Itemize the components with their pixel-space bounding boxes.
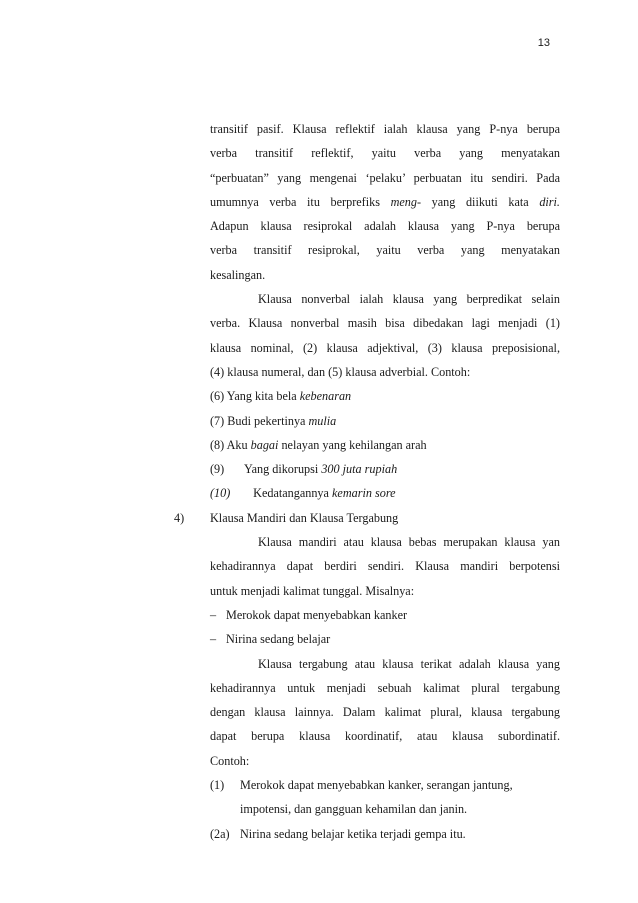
numbered-example: (2a) Nirina sedang belajar ketika terjadi gempa itu.: [210, 826, 466, 841]
section-number: 4): [174, 510, 185, 525]
italic-term: meng-: [390, 194, 422, 209]
text-line: untuk menjadi kalimat tunggal. Misalnya:: [210, 583, 415, 598]
text-line: verba. Klausa nonverbal masih bisa dibedakan lagi menjadi (1): [210, 316, 560, 331]
italic-term: diri.: [539, 194, 560, 209]
text-line: kehadirannya dapat berdiri sendiri. Klausa mandiri berpotensi: [210, 559, 560, 574]
text-line: Contoh:: [210, 753, 250, 768]
section-heading: 4) Klausa Mandiri dan Klausa Tergabung: [210, 506, 560, 530]
numbered-example: (1) Merokok dapat menyebabkan kanker, serangan jantung,: [210, 778, 513, 793]
dash-bullet: –: [210, 607, 217, 622]
text-line: kehadirannya untuk menjadi sebuah kalimat plural tergabung: [210, 680, 560, 695]
text-line: umumnya verba itu berprefiks meng- yang diikuti kata diri.: [210, 194, 560, 209]
page-number: 13: [537, 37, 550, 49]
text-line: verba transitif reflektif, yaitu verba yang menyatakan: [210, 146, 560, 161]
paragraph-first-line: Klausa mandiri atau klausa bebas merupakan klausa yan: [258, 535, 560, 550]
text-line: “perbuatan” yang mengenai ‘pelaku’ perbuatan itu sendiri. Pada: [210, 170, 560, 185]
text-line: Adapun klausa resiprokal adalah klausa yang P-nya berupa: [210, 219, 560, 234]
text-line: klausa nominal, (2) klausa adjektival, (3) klausa preposisional,: [210, 340, 560, 355]
paragraph-first-line: Klausa nonverbal ialah klausa yang berpredikat selain: [258, 292, 560, 307]
text-line: transitif pasif. Klausa reflektif ialah klausa yang P-nya berupa: [210, 122, 560, 136]
example-line: (10) Kedatangannya kemarin sore: [210, 486, 396, 501]
bullet-item: – Nirina sedang belajar: [210, 627, 560, 651]
text-line: verba transitif resiprokal, yaitu verba yang menyatakan: [210, 243, 560, 258]
example-line: (6) Yang kita bela kebenaran: [210, 389, 352, 404]
example-line: (9) Yang dikorupsi 300 juta rupiah: [210, 462, 398, 477]
text-line: dapat berupa klausa koordinatif, atau klausa subordinatif.: [210, 729, 560, 744]
text-line: dengan klausa lainnya. Dalam kalimat plural, klausa tergabung: [210, 705, 560, 720]
text-line: kesalingan.: [210, 267, 266, 282]
text-line: (4) klausa numeral, dan (5) klausa adverbial. Contoh:: [210, 364, 471, 379]
example-line: (7) Budi pekertinya mulia: [210, 413, 337, 428]
paragraph-first-line: Klausa tergabung atau klausa terikat adalah klausa yang: [258, 656, 560, 671]
body-text: [174, 117, 560, 846]
dash-bullet: –: [210, 632, 217, 647]
example-line: (8) Aku bagai nelayan yang kehilangan arah: [210, 437, 427, 452]
numbered-example-continuation: impotensi, dan gangguan kehamilan dan janin.: [240, 802, 468, 817]
bullet-item: – Merokok dapat menyebabkan kanker: [210, 603, 560, 627]
